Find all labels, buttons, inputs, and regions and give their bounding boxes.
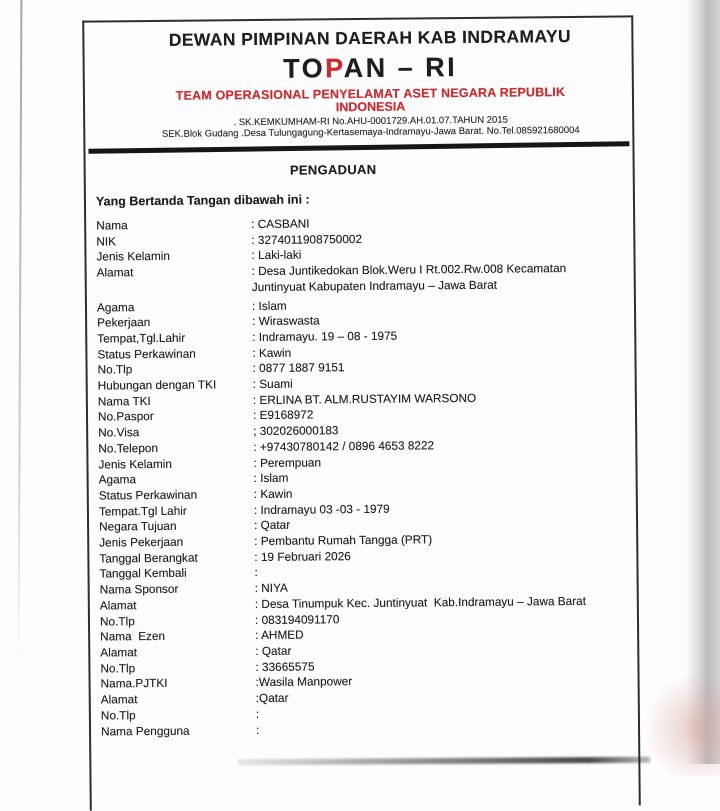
field-label: No.Tlp <box>99 613 135 629</box>
field-value: : Indramayu 03 -03 - 1979 <box>253 501 390 517</box>
team-description-line2: INDONESIA <box>335 99 406 115</box>
field-label: Nama Ezen <box>100 629 166 644</box>
field-value: : Pembantu Rumah Tangga (PRT) <box>254 532 433 549</box>
field-label: Alamat <box>100 645 138 660</box>
field-value: : 0877 1887 9151 <box>252 360 345 376</box>
field-value: : Kawin <box>252 345 292 360</box>
field-value: : Islam <box>253 470 289 486</box>
field-value: : 33665575 <box>255 659 315 674</box>
field-value: : <box>254 565 258 580</box>
scan-edge-shadow <box>686 0 720 764</box>
field-label: Nama <box>96 218 128 233</box>
field-value: : Indramayu. 19 – 08 - 1975 <box>252 328 398 344</box>
paper-fold-line <box>18 0 22 660</box>
field-label: Status Perkawinan <box>97 346 196 362</box>
field-label: No.Tlp <box>100 660 136 676</box>
field-label: Agama <box>98 472 137 487</box>
organization-acronym <box>97 49 644 86</box>
field-value: : Wiraswasta <box>252 313 320 329</box>
field-label: Nama Sponsor <box>99 581 179 597</box>
field-value: : CASBANI <box>251 216 310 232</box>
field-row <box>97 260 634 297</box>
field-label: No.Paspor <box>97 409 154 424</box>
acronym-post: AN – RI <box>343 52 458 84</box>
field-value: : <box>255 722 260 737</box>
field-value: : Kawin <box>253 486 293 501</box>
field-value: : ERLINA BT. ALM.RUSTAYIM WARSONO <box>252 390 477 407</box>
secretariat-address-line: SEK.Blok Gudang .Desa Tulungagung-Kertasemaya-Indramayu-Jawa Barat. No.Tel.085921680004 <box>161 124 580 140</box>
field-label: No.Telepon <box>98 440 159 456</box>
field-label: Agama <box>96 299 135 315</box>
organization-name: DEWAN PIMPINAN DAERAH KAB INDRAMAYU <box>168 25 572 50</box>
field-value: : 19 Februari 2026 <box>254 548 351 564</box>
fields-list <box>96 213 638 739</box>
field-value: : +97430780142 / 0896 4653 8222 <box>253 438 435 454</box>
intro-statement: Yang Bertanda Tangan dibawah ini : <box>95 192 310 209</box>
field-label: Pekerjaan <box>97 315 151 330</box>
field-label: Nama.PJTKI <box>100 676 168 691</box>
field-value: : <box>255 706 260 721</box>
field-label: Jenis Kelamin <box>96 249 170 264</box>
field-label: Tanggal Berangkat <box>99 550 198 566</box>
field-value: : Desa Tinumpuk Kec. Juntinyuat Kab.Indramayu – Jawa Barat <box>254 593 587 611</box>
letterhead <box>96 17 644 140</box>
field-label: Alamat <box>100 692 138 707</box>
field-label: Tempat,Tgl.Lahir <box>97 330 186 346</box>
field-value: : Suami <box>252 376 293 392</box>
field-label: Tempat.Tgl Lahir <box>98 503 187 519</box>
field-value: : Qatar <box>254 518 291 533</box>
field-label: Negara Tujuan <box>99 519 177 534</box>
document-page <box>82 15 641 810</box>
field-value: :Wasila Manpower <box>255 674 353 690</box>
field-value: :Qatar <box>255 690 289 706</box>
legal-registration-line: . SK.KEMKUMHAM-RI No.AHU-0001729.AH.01.07.TAHUN 2015 <box>233 114 508 129</box>
field-label: Jenis Kelamin <box>98 456 172 472</box>
field-value: : Perempuan <box>253 454 322 470</box>
field-value: : E9168972 <box>252 407 314 423</box>
field-label: NIK <box>96 234 117 249</box>
field-value: : AHMED <box>255 627 304 643</box>
field-value: : Islam <box>251 298 287 313</box>
field-value: : 083194091170 <box>254 611 340 627</box>
field-value: : Laki-laki <box>251 247 302 263</box>
field-label: Nama Pengguna <box>100 723 190 739</box>
field-label: Alamat <box>96 265 134 280</box>
field-label: Nama TKI <box>97 393 151 409</box>
field-label: Status Perkawinan <box>98 487 198 503</box>
field-value: : Qatar <box>255 643 292 659</box>
field-value: : 3274011908750002 <box>251 231 363 247</box>
field-label: Jenis Pekerjaan <box>99 534 184 550</box>
field-label: No.Tlp <box>100 707 136 723</box>
field-label: Alamat <box>99 598 137 613</box>
document-title: PENGADUAN <box>289 161 377 178</box>
letterhead-divider <box>88 141 629 154</box>
acronym-highlight: P <box>325 53 344 84</box>
field-label: No.Visa <box>98 425 140 440</box>
field-label: No.Tlp <box>97 362 133 377</box>
scan-corner-smudge <box>644 672 720 776</box>
field-value: : NIYA <box>254 580 288 596</box>
field-value: : Desa Juntikedokan Blok.Weru I Rt.002.Rw.008 Kecamatan Juntinyuat Kabupaten Indramayu – Jawa Barat <box>251 261 570 294</box>
field-label: Tanggal Kembali <box>99 566 187 581</box>
team-description-line1: TEAM OPERASIONAL PENYELAMAT ASET NEGARA REPUBLIK <box>175 85 566 103</box>
acronym-pre: TO <box>283 53 326 84</box>
field-value: ; 302026000183 <box>253 423 339 439</box>
field-label: Hubungan dengan TKI <box>97 377 217 393</box>
